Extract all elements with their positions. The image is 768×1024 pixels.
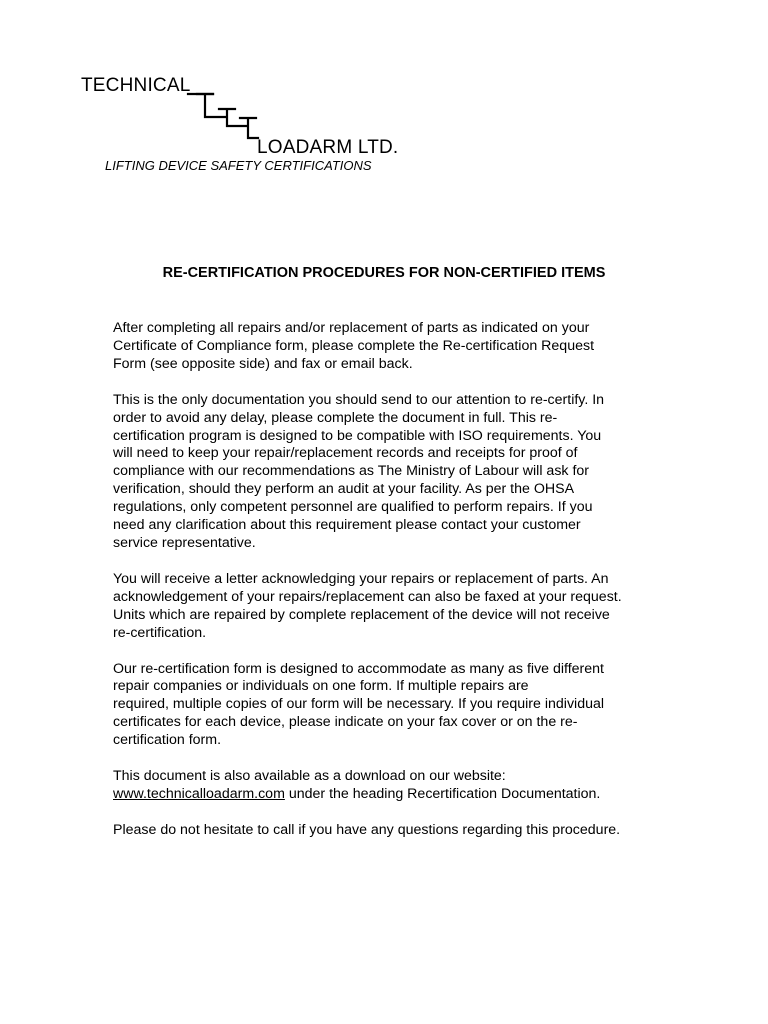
text-line: verification, should they perform an audit at your facility. As per the OHSA (113, 481, 575, 498)
paragraph-documentation (113, 392, 673, 553)
text-line: will need to keep your repair/replacement records and receipts for proof of (113, 445, 578, 462)
company-name-loadarm: LOADARM LTD. (257, 137, 399, 158)
text-line: re-certification. (113, 624, 207, 641)
text-line: certification form. (113, 732, 222, 749)
website-suffix: under the heading Recertification Documentation. (284, 785, 601, 802)
download-text: This document is also available as a download on our website: (113, 768, 506, 785)
text-line: service representative. (113, 534, 256, 551)
text-line: certificates for each device, please indicate on your fax cover or on the re- (113, 714, 578, 731)
text-line: order to avoid any delay, please complete the document in full. This re- (113, 409, 558, 426)
paragraph-closing (113, 822, 673, 840)
text-line: repair companies or individuals on one form. If multiple repairs are (113, 678, 529, 695)
company-name-technical: TECHNICAL (81, 75, 191, 96)
website-link[interactable]: www.technicalloadarm.com (113, 785, 285, 802)
text-line: required, multiple copies of our form will be necessary. If you require individual (113, 696, 605, 713)
text-line: acknowledgement of your repairs/replacement can also be faxed at your request. (113, 588, 622, 605)
text-line: Form (see opposite side) and fax or email back. (113, 355, 413, 372)
document-title: RE-CERTIFICATION PROCEDURES FOR NON-CERTIFIED ITEMS (162, 265, 606, 281)
text-line: need any clarification about this requirement please contact your customer (113, 517, 581, 534)
text-line: compliance with our recommendations as The Ministry of Labour will ask for (113, 463, 590, 480)
company-tagline: LIFTING DEVICE SAFETY CERTIFICATIONS (105, 158, 372, 173)
company-logo (0, 0, 768, 200)
text-line: regulations, only competent personnel are qualified to perform repairs. If you (113, 499, 593, 516)
paragraph-download (113, 768, 673, 804)
paragraph-acknowledgement (113, 571, 673, 643)
paragraph-multiple-repairs (113, 661, 673, 751)
paragraph-instructions (113, 320, 673, 374)
text-line: You will receive a letter acknowledging your repairs or replacement of parts. An (113, 570, 609, 587)
document-body (113, 320, 673, 858)
text-line: This is the only documentation you should send to our attention to re-certify. In (113, 391, 605, 408)
website-line (113, 786, 673, 804)
text-line: Certificate of Compliance form, please complete the Re-certification Request (113, 337, 595, 354)
text-line: After completing all repairs and/or replacement of parts as indicated on your (113, 320, 590, 336)
text-line: Our re-certification form is designed to accommodate as many as five different (113, 660, 604, 677)
text-line: certification program is designed to be compatible with ISO requirements. You (113, 427, 602, 444)
closing-text: Please do not hesitate to call if you have any questions regarding this procedure. (113, 821, 621, 838)
text-line: Units which are repaired by complete replacement of the device will not receive (113, 606, 610, 623)
